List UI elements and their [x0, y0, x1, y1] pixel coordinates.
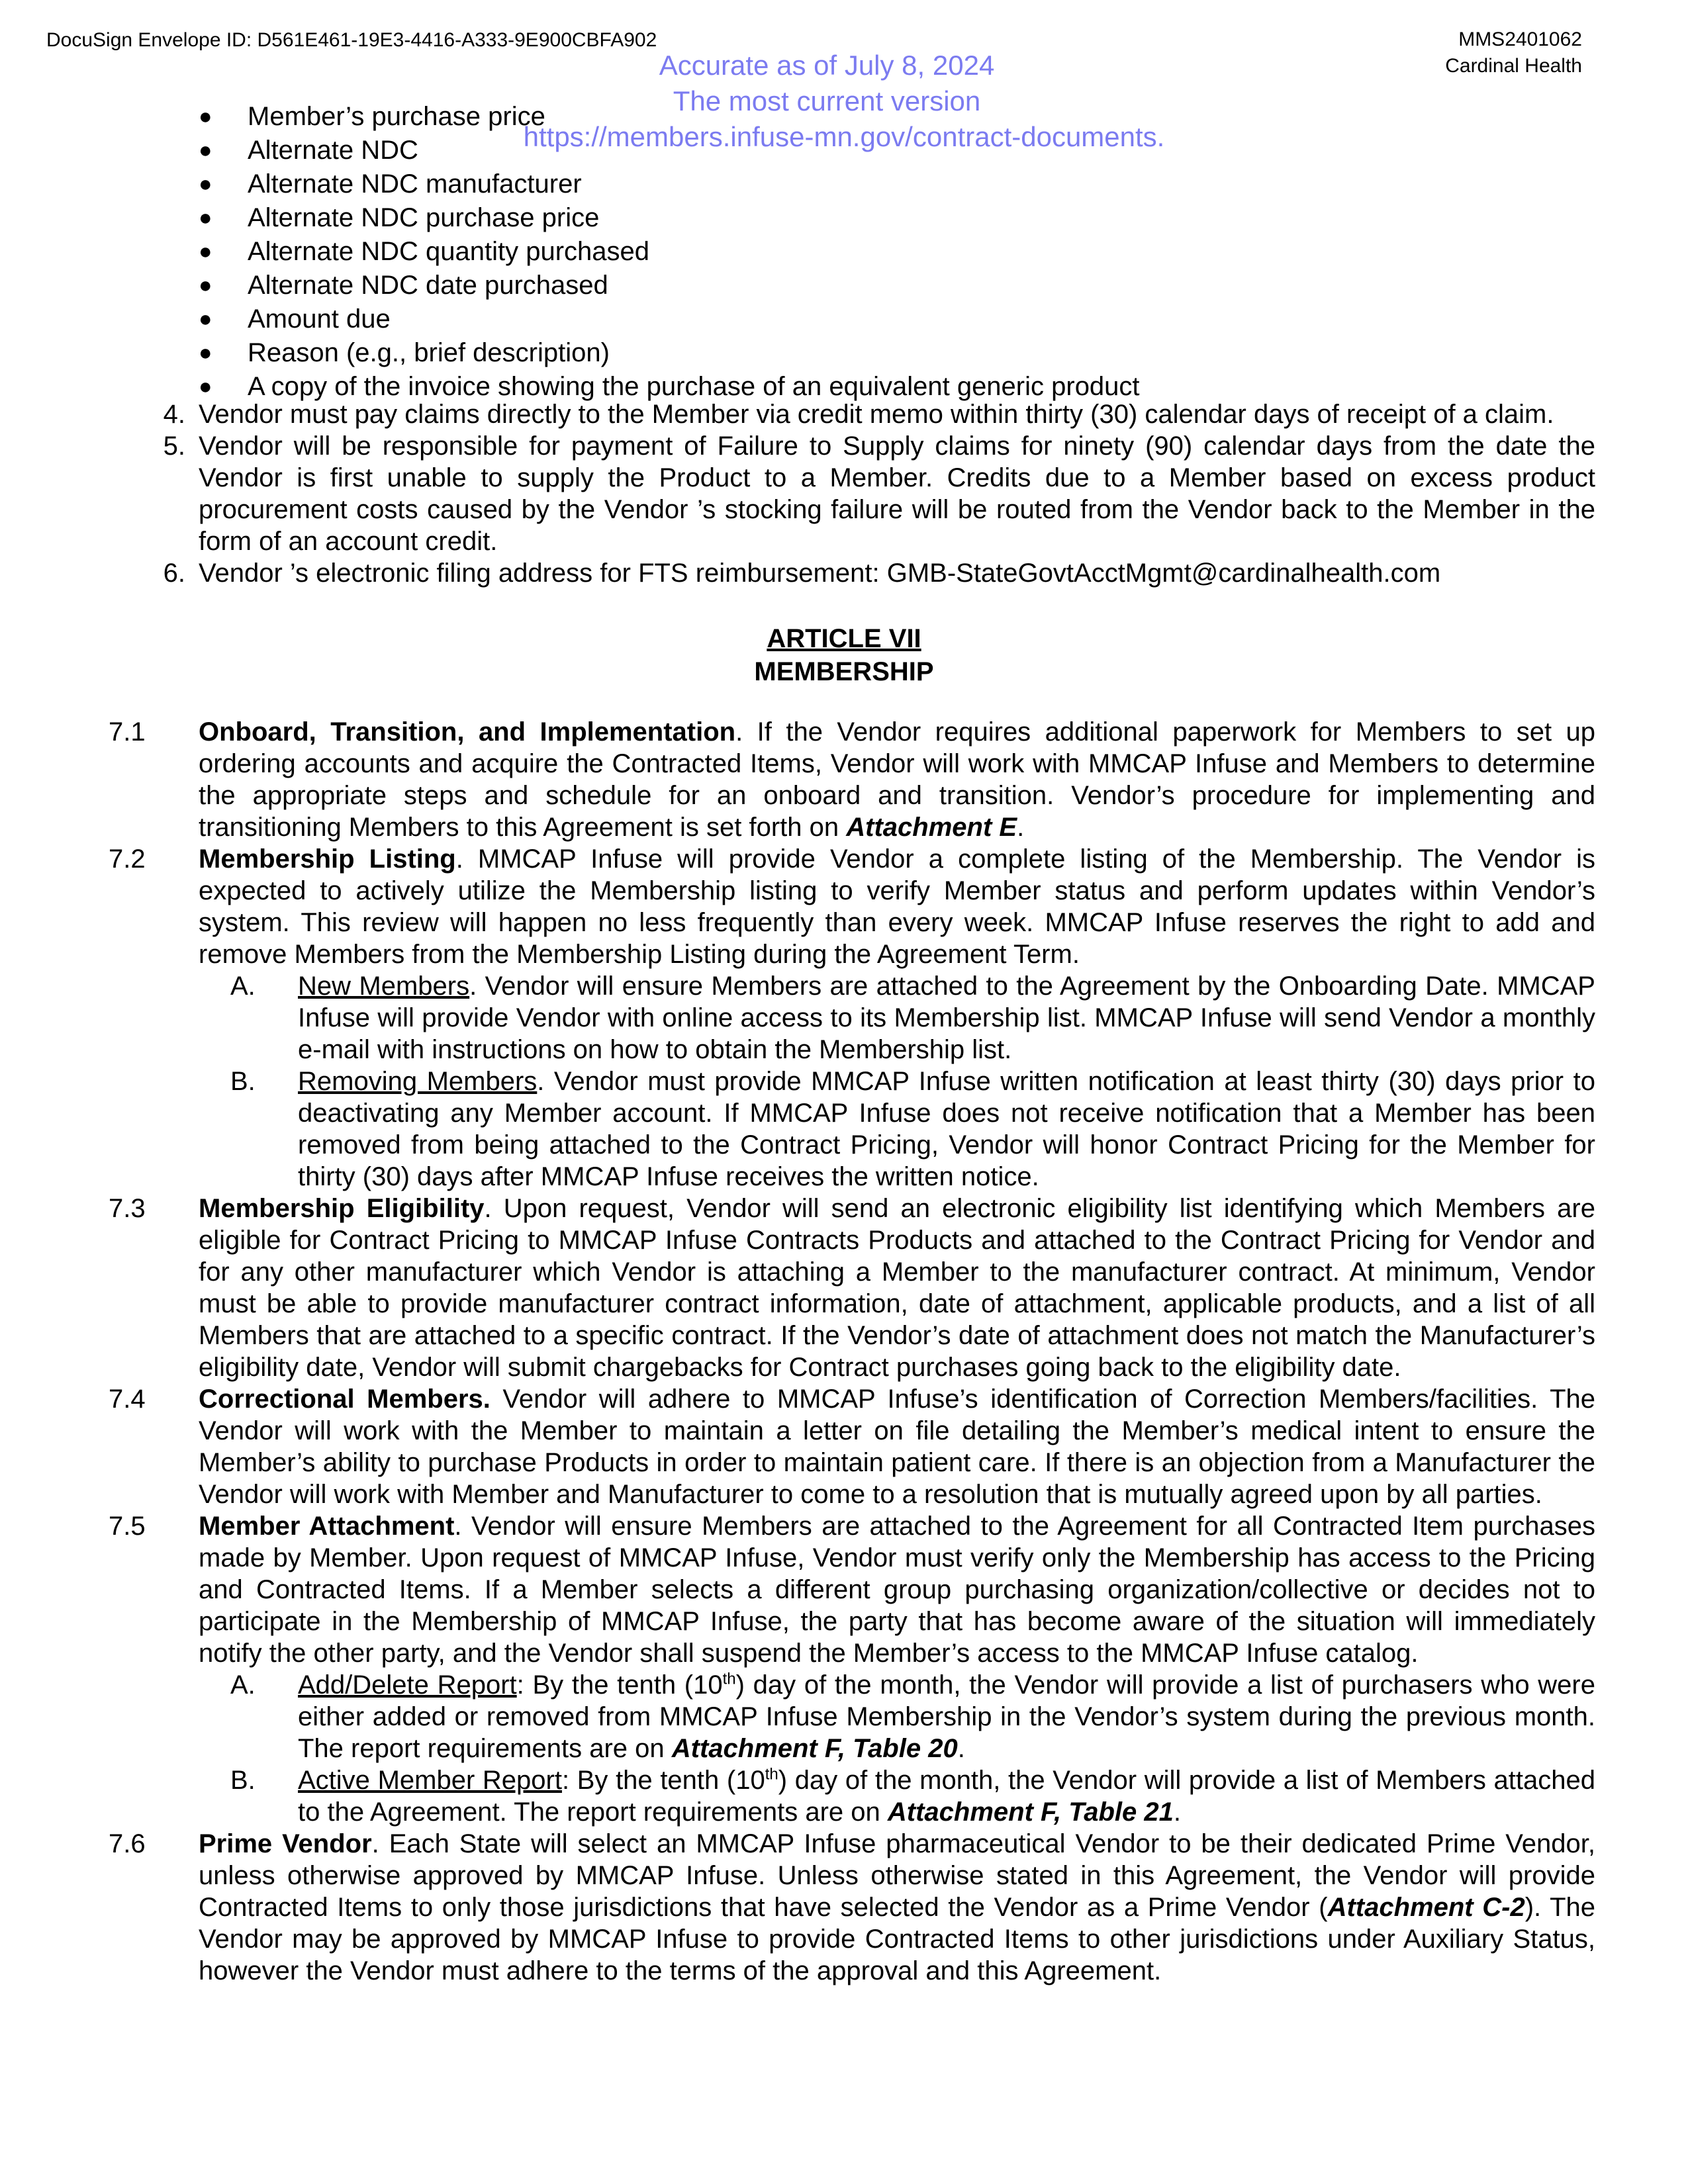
bullet-item: ● Amount due: [199, 304, 391, 334]
bullet-icon: ●: [199, 306, 212, 332]
bullet-item: ● Alternate NDC purchase price: [199, 203, 600, 232]
watermark-link[interactable]: https://members.infuse-mn.gov/contract-documents.: [523, 121, 1165, 152]
section-7-1: 7.1 Onboard, Transition, and Implementation. If the Vendor requires additional paperwork for Members to set up ordering accounts and acquire the Contracted Items, Vendor will work with MMCAP Infuse and Members to determine the appropriate steps and schedule for an onboard and transition. Vendor’s procedure for implementing and transitioning Members to this Agreement is set forth on Attachment E.: [109, 717, 1596, 842]
bullet-item: ● Reason (e.g., brief description): [199, 338, 610, 367]
bullet-icon: ●: [199, 374, 212, 399]
bullet-icon: ●: [199, 138, 212, 163]
watermark-line-1: Accurate as of July 8, 2024: [659, 50, 995, 81]
subsection-add-delete-report: A. Add/Delete Report: By the tenth (10th) day of the month, the Vendor will provide a list of purchasers who were either added or removed from MMCAP Infuse Membership in the Vendor’s system during the previous month. The report requirements are on Attachment F, Table 20.: [230, 1670, 1595, 1763]
bullet-item: ● A copy of the invoice showing the purchase of an equivalent generic product: [199, 372, 1140, 401]
bullet-item: ● Alternate NDC quantity purchased: [199, 237, 649, 266]
contract-number: MMS2401062: [1458, 28, 1582, 50]
article-title: MEMBERSHIP: [754, 657, 934, 686]
section-7-5: 7.5 Member Attachment. Vendor will ensure Members are attached to the Agreement for all Contracted Item purchases made by Member. Upon request of MMCAP Infuse, Vendor must verify only the Membership has access to the Pricing and Contracted Items. If a Member selects a different group purchasing organization/collective or decides not to participate in the Membership of MMCAP Infuse, the party that has become aware of the situation will immediately notify the other party, and the Vendor shall suspend the Member’s access to the MMCAP Infuse catalog. A. Add/Delete Report: By the tenth (10th) day of the month, the Vendor will provide a list of purchasers who were either added or removed from MMCAP Infuse Membership in the Vendor’s system during the previous month. The report requirements are on Attachment F, Table 20. B. Active Member Report: By the tenth (10th) day of the month, the Vendor will provide a list of Members attached to the Agreement. The report requirements are on Attachment F, Table 21.: [106, 1510, 1595, 1828]
bullet-item: ● Alternate NDC date purchased: [199, 271, 608, 300]
section-7-3: 7.3 Membership Eligibility. Upon request, Vendor will send an electronic eligibility list identifying which Members are eligible for Contract Pricing to MMCAP Infuse Contracts Products and attached to the Contract Pricing for Vendor and for any other manufacturer which Vendor is attaching a Member to the manufacturer contract. At minimum, Vendor must be able to provide manufacturer contract information, date of attachment, applicable products, and a list of all Members that are attached to a specific contract. If the Vendor’s date of attachment does not match the Manufacturer’s eligibility date, Vendor will submit chargebacks for Contract purchases going back to the eligibility date.: [109, 1194, 1595, 1382]
bullet-item: ● Member’s purchase price: [199, 102, 545, 131]
vendor-name: Cardinal Health: [1445, 55, 1582, 77]
bullet-icon: ●: [199, 171, 212, 197]
watermark-line-2: The most current version: [673, 85, 981, 116]
subsection-removing-members: B. Removing Members. Vendor must provide MMCAP Infuse written notification at least thirty (30) days prior to deactivating any Member account. If MMCAP Infuse does not receive notification that a Member has been removed from being attached to the Contract Pricing, Vendor will honor Contract Pricing for the Member for thirty (30) days after MMCAP Infuse receives the written notice.: [230, 1067, 1595, 1191]
bullet-icon: ●: [199, 273, 212, 298]
watermark: [0, 48, 1688, 155]
article-number: ARTICLE VII: [767, 624, 921, 653]
bullet-icon: ●: [199, 340, 212, 365]
numbered-item: 6. Vendor ’s electronic filing address for FTS reimbursement: GMB-StateGovtAcctMgmt@cardinalhealth.com: [163, 559, 1441, 588]
bullet-icon: ●: [199, 104, 212, 129]
article-heading: [0, 622, 1688, 688]
subsection-active-member-report: B. Active Member Report: By the tenth (10th) day of the month, the Vendor will provide a list of Members attached to the Agreement. The report requirements are on Attachment F, Table 21.: [230, 1765, 1595, 1827]
section-7-6: 7.6 Prime Vendor. Each State will select an MMCAP Infuse pharmaceutical Vendor to be their dedicated Prime Vendor, unless otherwise approved by MMCAP Infuse. Unless otherwise stated in this Agreement, the Vendor will provide Contracted Items to only those jurisdictions that have selected the Vendor as a Prime Vendor (Attachment C-2). The Vendor may be approved by MMCAP Infuse to provide Contracted Items to other jurisdictions under Auxiliary Status, however the Vendor must adhere to the terms of the approval and this Agreement.: [109, 1829, 1596, 1985]
docusign-envelope-id: DocuSign Envelope ID: D561E461-19E3-4416-A333-9E900CBFA902: [46, 29, 657, 51]
numbered-list: [132, 398, 1595, 589]
bullet-icon: ●: [199, 205, 212, 230]
bullet-item: ● Alternate NDC: [199, 136, 418, 165]
bullet-icon: ●: [199, 239, 212, 264]
numbered-item: 5. Vendor will be responsible for payment of Failure to Supply claims for ninety (90) calendar days from the date the Vendor is first unable to supply the Product to a Member. Credits due to a Member based on excess product procurement costs caused by the Vendor ’s stocking failure will be routed from the Vendor back to the Member in the form of an account credit.: [163, 432, 1595, 556]
sections: [106, 716, 1595, 1987]
numbered-item: 4. Vendor must pay claims directly to the Member via credit memo within thirty (30) calendar days of receipt of a claim.: [163, 400, 1554, 429]
email-address: Vendor ’s electronic filing address for FTS reimbursement: GMB-StateGovtAcctMgmt@cardinalhealth.com: [199, 559, 1441, 588]
bullet-item: ● Alternate NDC manufacturer: [199, 169, 582, 199]
section-7-4: 7.4 Correctional Members. Vendor will adhere to MMCAP Infuse’s identification of Correction Members/facilities. The Vendor will work with the Member to maintain a letter on file detailing the Member’s medical intent to ensure the Member’s ability to purchase Products in order to maintain patient care. If there is an objection from a Manufacturer the Vendor will work with Member and Manufacturer to come to a resolution that is mutually agreed upon by all parties.: [109, 1385, 1595, 1509]
subsection-new-members: A. New Members. Vendor will ensure Members are attached to the Agreement by the Onboarding Date. MMCAP Infuse will provide Vendor with online access to its Membership list. MMCAP Infuse will send Vendor a monthly e-mail with instructions on how to obtain the Membership list.: [230, 972, 1595, 1064]
section-7-2: 7.2 Membership Listing. MMCAP Infuse will provide Vendor a complete listing of the Membership. The Vendor is expected to actively utilize the Membership listing to verify Member status and perform updates within Vendor’s system. This review will happen no less frequently than every week. MMCAP Infuse reserves the right to add and remove Members from the Membership Listing during the Agreement Term. A. New Members. Vendor will ensure Members are attached to the Agreement by the Onboarding Date. MMCAP Infuse will provide Vendor with online access to its Membership list. MMCAP Infuse will send Vendor a monthly e-mail with instructions on how to obtain the Membership list. B. Removing Members. Vendor must provide MMCAP Infuse written notification at least thirty (30) days prior to deactivating any Member account. If MMCAP Infuse does not receive notification that a Member has been removed from being attached to the Contract Pricing, Vendor will honor Contract Pricing for the Member for thirty (30) days after MMCAP Infuse receives the written notice.: [106, 843, 1595, 1193]
